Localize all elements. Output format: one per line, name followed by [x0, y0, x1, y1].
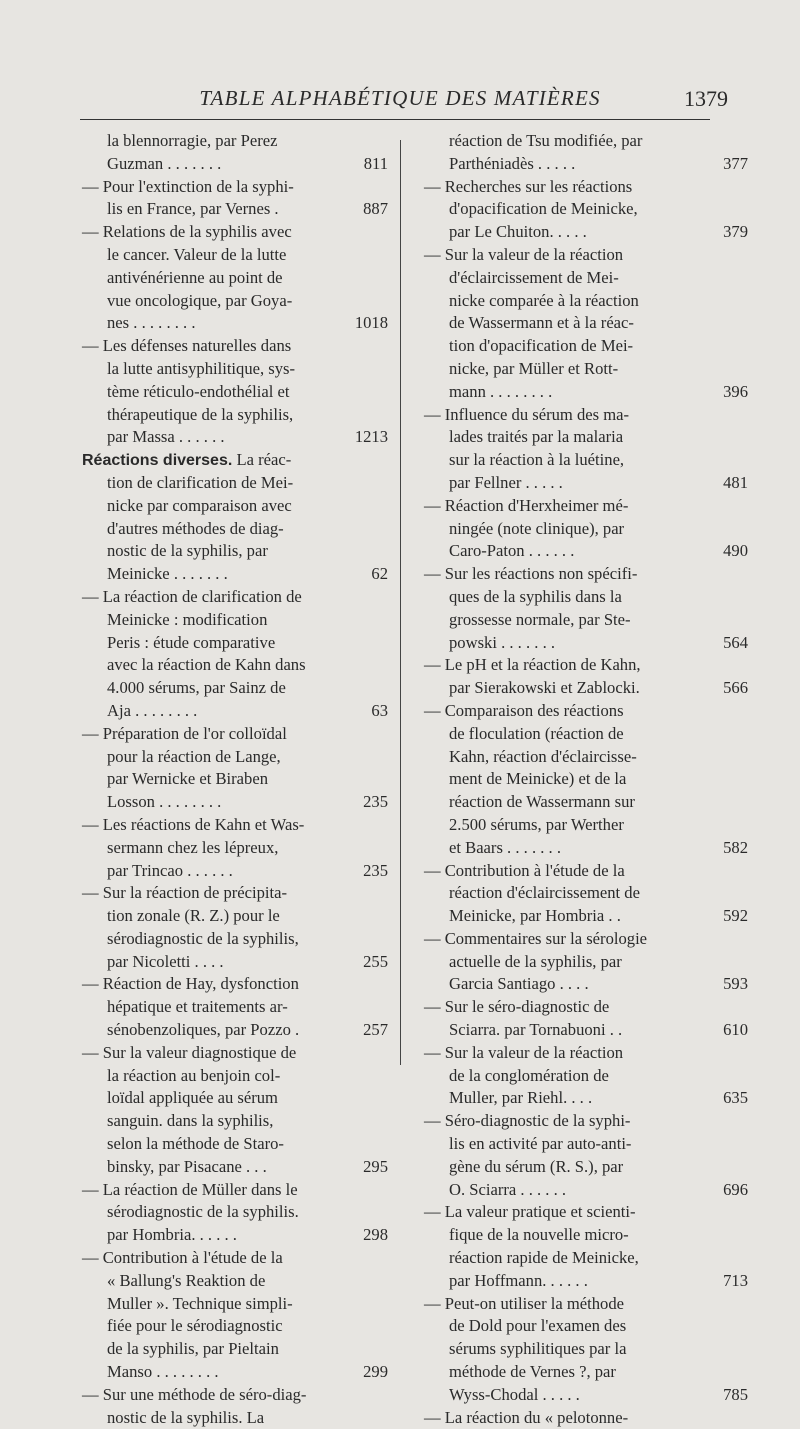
entry-text: antivénérienne au point de — [107, 267, 283, 287]
index-entry-line — [82, 518, 388, 541]
index-entry-line — [424, 768, 724, 791]
index-entry-line — [82, 312, 388, 335]
index-entry-line — [82, 540, 388, 563]
index-entry-line — [82, 404, 388, 427]
entry-text: nicke comparée à la réaction — [449, 290, 639, 310]
entry-text: par Fellner . . . . . — [449, 472, 563, 492]
index-entry-line — [82, 951, 388, 974]
entry-text: — Peut-on utiliser la méthode — [424, 1293, 625, 1313]
entry-text: Wyss-Chodal . . . . . — [449, 1384, 580, 1404]
entry-text: sénobenzoliques, par Pozzo . — [107, 1020, 300, 1040]
entry-text: réaction rapide de Meinicke, — [449, 1248, 639, 1268]
page-reference: 566 — [723, 678, 748, 698]
index-entry-line — [82, 837, 388, 860]
entry-text: — Comparaison des réactions — [424, 700, 624, 720]
index-entry-line — [424, 381, 748, 404]
page-reference: 696 — [723, 1179, 748, 1199]
entry-text: de Wassermann et à la réac- — [449, 313, 634, 333]
index-entry-line — [82, 176, 388, 199]
index-entry-line — [424, 791, 724, 814]
index-entry-line — [82, 472, 388, 495]
entry-text: tion zonale (R. Z.) pour le — [107, 906, 280, 926]
page-reference: 811 — [363, 153, 388, 173]
entry-text: 4.000 sérums, par Sainz de — [107, 678, 286, 698]
index-entry-line — [82, 198, 388, 221]
entry-text: mann . . . . . . . . — [449, 381, 553, 401]
page-reference: 255 — [363, 951, 388, 971]
index-entry-line — [424, 677, 748, 700]
page-reference: 785 — [723, 1384, 748, 1404]
index-entry-line — [82, 1315, 388, 1338]
entry-text: — Sur la valeur diagnostique de — [82, 1042, 297, 1062]
index-entry-line — [424, 449, 724, 472]
entry-text: gène du sérum (R. S.), par — [449, 1156, 624, 1176]
entry-text: sermann chez les lépreux, — [107, 837, 279, 857]
index-entry-line — [82, 153, 388, 176]
entry-text: — Contribution à l'étude de la — [424, 860, 625, 880]
index-entry-line — [82, 1384, 388, 1407]
entry-text: la lutte antisyphilitique, sys- — [107, 358, 296, 378]
entry-text: et Baars . . . . . . . — [449, 837, 561, 857]
index-entry-line — [424, 586, 724, 609]
entry-text: Caro-Paton . . . . . . — [449, 541, 575, 561]
index-entry-line — [82, 1087, 388, 1110]
index-entry-line — [82, 700, 388, 723]
entry-text: grossesse normale, par Ste- — [449, 609, 631, 629]
index-entry-line — [424, 1110, 724, 1133]
index-entry-line — [424, 1315, 724, 1338]
entry-text: loïdal appliquée au sérum — [107, 1088, 278, 1108]
index-entry-line — [424, 358, 724, 381]
entry-text: — Les réactions de Kahn et Was- — [82, 814, 305, 834]
page-reference: 490 — [723, 541, 748, 561]
entry-text: — Sur les réactions non spécifi- — [424, 564, 638, 584]
index-entry-line — [82, 928, 388, 951]
index-entry-line — [424, 837, 748, 860]
entry-text: nes . . . . . . . . — [107, 313, 196, 333]
entry-text: Meinicke, par Hombria . . — [449, 906, 621, 926]
index-entry-line — [424, 426, 724, 449]
index-entry-line — [82, 723, 388, 746]
page-reference: 564 — [723, 632, 748, 652]
entry-text: — Réaction d'Herxheimer mé- — [424, 495, 629, 515]
entry-text: la blennorragie, par Perez — [107, 131, 278, 150]
entry-text: — Sur la valeur de la réaction — [424, 244, 624, 264]
entry-text: par Wernicke et Biraben — [107, 769, 268, 789]
entry-text: par Hombria. . . . . . — [107, 1225, 237, 1245]
index-entry-line — [424, 1019, 748, 1042]
entry-text: sérums syphilitiques par la — [449, 1339, 627, 1359]
entry-text: nostic de la syphilis, par — [107, 541, 268, 561]
index-entry-line — [424, 723, 724, 746]
entry-text: réaction d'éclaircissement de — [449, 883, 640, 903]
index-entry-line — [82, 335, 388, 358]
index-entry-line — [424, 1407, 724, 1429]
entry-text: tème réticulo-endothélial et — [107, 381, 290, 401]
entry-text: 2.500 sérums, par Werther — [449, 814, 624, 834]
entry-text: d'éclaircissement de Mei- — [449, 267, 619, 287]
page-reference: 592 — [723, 906, 748, 926]
index-entry-line — [82, 221, 388, 244]
entry-text: sérodiagnostic de la syphilis. — [107, 1202, 299, 1222]
entry-text: La réac- — [232, 450, 292, 470]
entry-text: sérodiagnostic de la syphilis, — [107, 928, 299, 948]
entry-text: Losson . . . . . . . . — [107, 792, 222, 812]
entry-text: lis en France, par Vernes . — [107, 199, 279, 219]
entry-text: Guzman . . . . . . . — [107, 153, 222, 173]
index-entry-line — [424, 654, 724, 677]
entry-text: thérapeutique de la syphilis, — [107, 404, 294, 424]
index-column-right — [424, 130, 748, 1429]
entry-text: nicke, par Müller et Rott- — [449, 358, 619, 378]
index-entry-line — [424, 130, 724, 153]
index-entry-line — [424, 1179, 748, 1202]
entry-text: — Influence du sérum des ma- — [424, 404, 630, 424]
entry-text: — Séro-diagnostic de la syphi- — [424, 1111, 631, 1131]
entry-text: — Le pH et la réaction de Kahn, — [424, 655, 641, 675]
entry-text: Aja . . . . . . . . — [107, 700, 198, 720]
index-entry-line — [424, 928, 724, 951]
running-title: TABLE ALPHABÉTIQUE DES MATIÈRES — [199, 86, 601, 110]
entry-text: — Pour l'extinction de la syphi- — [82, 176, 294, 196]
entry-text: — Recherches sur les réactions — [424, 176, 633, 196]
page-reference: 377 — [723, 153, 748, 173]
entry-text: sur la réaction à la luétine, — [449, 450, 625, 470]
entry-text: sanguin. dans la syphilis, — [107, 1111, 274, 1131]
entry-text: selon la méthode de Staro- — [107, 1134, 284, 1154]
index-entry-line — [82, 1042, 388, 1065]
index-entry-line — [424, 335, 724, 358]
index-entry-line — [82, 814, 388, 837]
entry-text: Meinicke . . . . . . . — [107, 564, 228, 584]
index-entry-line — [424, 746, 724, 769]
index-entry-line — [82, 1065, 388, 1088]
index-entry-line — [424, 1224, 724, 1247]
index-entry-line — [424, 973, 748, 996]
entry-text: — La réaction du « pelotonne- — [424, 1407, 629, 1427]
index-entry-line — [424, 540, 748, 563]
section-heading: Réactions diverses. — [82, 452, 233, 470]
index-entry-line — [424, 814, 724, 837]
entry-text: fiée pour le sérodiagnostic — [107, 1316, 283, 1336]
index-entry-line — [82, 632, 388, 655]
entry-text: ningée (note clinique), par — [449, 518, 625, 538]
entry-text: de la syphilis, par Pieltain — [107, 1339, 279, 1359]
index-entry-line — [82, 267, 388, 290]
index-entry-line — [82, 1110, 388, 1133]
entry-text: par Trincao . . . . . . — [107, 860, 233, 880]
page-number: 1379 — [684, 86, 728, 111]
entry-text: Muller, par Riehl. . . . — [449, 1088, 593, 1108]
entry-text: actuelle de la syphilis, par — [449, 951, 622, 971]
page-reference: 610 — [723, 1020, 748, 1040]
entry-text: ment de Meinicke) et de la — [449, 769, 627, 789]
entry-text: — Réaction de Hay, dysfonction — [82, 974, 299, 994]
index-entry-line — [82, 882, 388, 905]
index-entry-line — [424, 1156, 724, 1179]
entry-text: ques de la syphilis dans la — [449, 586, 622, 606]
entry-text: pour la réaction de Lange, — [107, 746, 281, 766]
index-entry-line — [82, 677, 388, 700]
index-entry-line — [82, 1270, 388, 1293]
index-entry-line — [424, 518, 724, 541]
page-reference: 582 — [723, 837, 748, 857]
index-entry-line — [82, 244, 388, 267]
index-entry-line — [424, 951, 724, 974]
page-reference: 295 — [363, 1156, 388, 1176]
index-entry-line — [424, 198, 724, 221]
entry-text: la réaction au benjoin col- — [107, 1065, 281, 1085]
index-entry-line — [82, 1224, 388, 1247]
index-entry-line — [82, 1019, 388, 1042]
index-entry-line — [424, 312, 724, 335]
entry-text: lades traités par la malaria — [449, 427, 624, 447]
entry-text: Muller ». Technique simpli- — [107, 1293, 293, 1313]
index-entry-line — [424, 563, 724, 586]
index-entry-line — [424, 221, 748, 244]
entry-text: d'opacification de Meinicke, — [449, 199, 638, 219]
index-entry-line — [424, 882, 724, 905]
entry-text: Peris : étude comparative — [107, 632, 276, 652]
index-entry-line — [424, 905, 748, 928]
index-entry-line — [424, 1338, 724, 1361]
page-reference: 62 — [371, 564, 388, 584]
index-entry-line — [424, 404, 724, 427]
index-entry-line — [82, 860, 388, 883]
index-entry-line — [424, 244, 724, 267]
index-entry-line — [424, 290, 724, 313]
page-reference: 63 — [371, 700, 388, 720]
index-entry-line — [424, 1293, 724, 1316]
page-reference: 379 — [723, 222, 748, 242]
entry-text: lis en activité par auto-anti- — [449, 1134, 632, 1154]
index-entry-line — [424, 267, 724, 290]
index-entry-line — [82, 1133, 388, 1156]
index-entry-line — [82, 654, 388, 677]
index-entry-line — [82, 609, 388, 632]
page-reference: 1213 — [354, 427, 388, 447]
entry-text: avec la réaction de Kahn dans — [107, 655, 306, 675]
entry-text: Kahn, réaction d'éclaircisse- — [449, 746, 637, 766]
index-entry-line — [424, 1201, 724, 1224]
index-entry-line — [424, 153, 748, 176]
entry-text: de la conglomération de — [449, 1065, 609, 1085]
entry-text: tion de clarification de Mei- — [107, 472, 294, 492]
entry-text: vue oncologique, par Goya- — [107, 290, 293, 310]
index-entry-line — [424, 700, 724, 723]
entry-text: réaction de Tsu modifiée, par — [449, 131, 643, 150]
page-reference: 299 — [363, 1362, 388, 1382]
entry-text: binsky, par Pisacane . . . — [107, 1156, 267, 1176]
index-entry-line — [82, 905, 388, 928]
entry-text: de Dold pour l'examen des — [449, 1316, 627, 1336]
index-entry-line — [82, 358, 388, 381]
page-reference: 298 — [363, 1225, 388, 1245]
entry-text: — Commentaires sur la sérologie — [424, 928, 648, 948]
index-entry-line — [82, 1361, 388, 1384]
entry-text: « Ballung's Reaktion de — [107, 1270, 266, 1290]
entry-text: — Préparation de l'or colloïdal — [82, 723, 287, 743]
entry-text: O. Sciarra . . . . . . — [449, 1179, 567, 1199]
entry-text: powski . . . . . . . — [449, 632, 556, 652]
index-entry-line — [424, 1042, 724, 1065]
index-entry-line — [424, 1270, 748, 1293]
entry-text: par Sierakowski et Zablocki. — [449, 678, 640, 698]
index-entry-line — [82, 130, 388, 153]
entry-text: réaction de Wassermann sur — [449, 792, 635, 812]
index-entry-line — [82, 426, 388, 449]
index-entry-line — [82, 586, 388, 609]
index-entry-line — [82, 1407, 388, 1429]
entry-text: — Sur la valeur de la réaction — [424, 1042, 624, 1062]
index-entry-line — [82, 996, 388, 1019]
page-reference: 593 — [723, 974, 748, 994]
index-entry-line — [424, 1133, 724, 1156]
entry-text: — Sur le séro-diagnostic de — [424, 997, 610, 1017]
index-entry-line — [82, 495, 388, 518]
entry-text: Parthéniadès . . . . . — [449, 153, 576, 173]
index-entry-line — [82, 449, 388, 472]
entry-text: par Massa . . . . . . — [107, 427, 225, 447]
index-entry-line — [424, 996, 724, 1019]
column-divider — [400, 140, 401, 1065]
entry-text: — La réaction de Müller dans le — [82, 1179, 298, 1199]
index-entry-line — [82, 746, 388, 769]
index-entry-line — [82, 791, 388, 814]
page-reference: 235 — [363, 792, 388, 812]
entry-text: — Sur la réaction de précipita- — [82, 883, 288, 903]
index-entry-line — [82, 381, 388, 404]
entry-text: Sciarra. par Tornabuoni . . — [449, 1020, 623, 1040]
entry-text: Manso . . . . . . . . — [107, 1362, 219, 1382]
entry-text: — Relations de la syphilis avec — [82, 222, 292, 242]
index-entry-line — [424, 1087, 748, 1110]
index-entry-line — [82, 1247, 388, 1270]
index-entry-line — [424, 1247, 724, 1270]
entry-text: par Le Chuiton. . . . . — [449, 222, 587, 242]
index-column-left — [82, 130, 388, 1429]
index-entry-line — [424, 1361, 724, 1384]
page-reference: 635 — [723, 1088, 748, 1108]
index-entry-line — [424, 472, 748, 495]
index-entry-line — [82, 973, 388, 996]
index-entry-line — [82, 768, 388, 791]
entry-text: méthode de Vernes ?, par — [449, 1362, 616, 1382]
page-reference: 396 — [723, 381, 748, 401]
index-entry-line — [424, 1065, 724, 1088]
page-reference: 481 — [723, 472, 748, 492]
index-entry-line — [82, 1156, 388, 1179]
index-entry-line — [82, 1179, 388, 1202]
index-entry-line — [82, 1201, 388, 1224]
index-entry-line — [82, 1338, 388, 1361]
index-entry-line — [424, 495, 724, 518]
index-entry-line — [424, 609, 724, 632]
index-entry-line — [82, 1293, 388, 1316]
index-entry-line — [82, 290, 388, 313]
entry-text: — Contribution à l'étude de la — [82, 1248, 283, 1268]
entry-text: nicke par comparaison avec — [107, 495, 292, 515]
index-entry-line — [424, 1384, 748, 1407]
entry-text: Meinicke : modification — [107, 609, 268, 629]
entry-text: Garcia Santiago . . . . — [449, 974, 589, 994]
header-rule — [80, 119, 710, 120]
entry-text: nostic de la syphilis. La — [107, 1407, 265, 1427]
index-entry-line — [424, 860, 724, 883]
entry-text: hépatique et traitements ar- — [107, 997, 288, 1017]
index-entry-line — [424, 176, 724, 199]
entry-text: — La réaction de clarification de — [82, 586, 302, 606]
entry-text: tion d'opacification de Mei- — [449, 336, 634, 356]
entry-text: de floculation (réaction de — [449, 723, 624, 743]
entry-text: par Hoffmann. . . . . . — [449, 1270, 588, 1290]
entry-text: d'autres méthodes de diag- — [107, 518, 284, 538]
entry-text: — Sur une méthode de séro-diag- — [82, 1384, 307, 1404]
page-reference: 235 — [363, 860, 388, 880]
page-reference: 1018 — [354, 313, 388, 333]
entry-text: le cancer. Valeur de la lutte — [107, 244, 287, 264]
index-entry-line — [424, 632, 748, 655]
page-reference: 887 — [363, 199, 388, 219]
entry-text: par Nicoletti . . . . — [107, 951, 224, 971]
entry-text: fique de la nouvelle micro- — [449, 1225, 629, 1245]
page-reference: 713 — [723, 1270, 748, 1290]
index-entry-line — [82, 563, 388, 586]
page-reference: 257 — [363, 1020, 388, 1040]
entry-text: — Les défenses naturelles dans — [82, 336, 292, 356]
entry-text: — La valeur pratique et scienti- — [424, 1202, 636, 1222]
